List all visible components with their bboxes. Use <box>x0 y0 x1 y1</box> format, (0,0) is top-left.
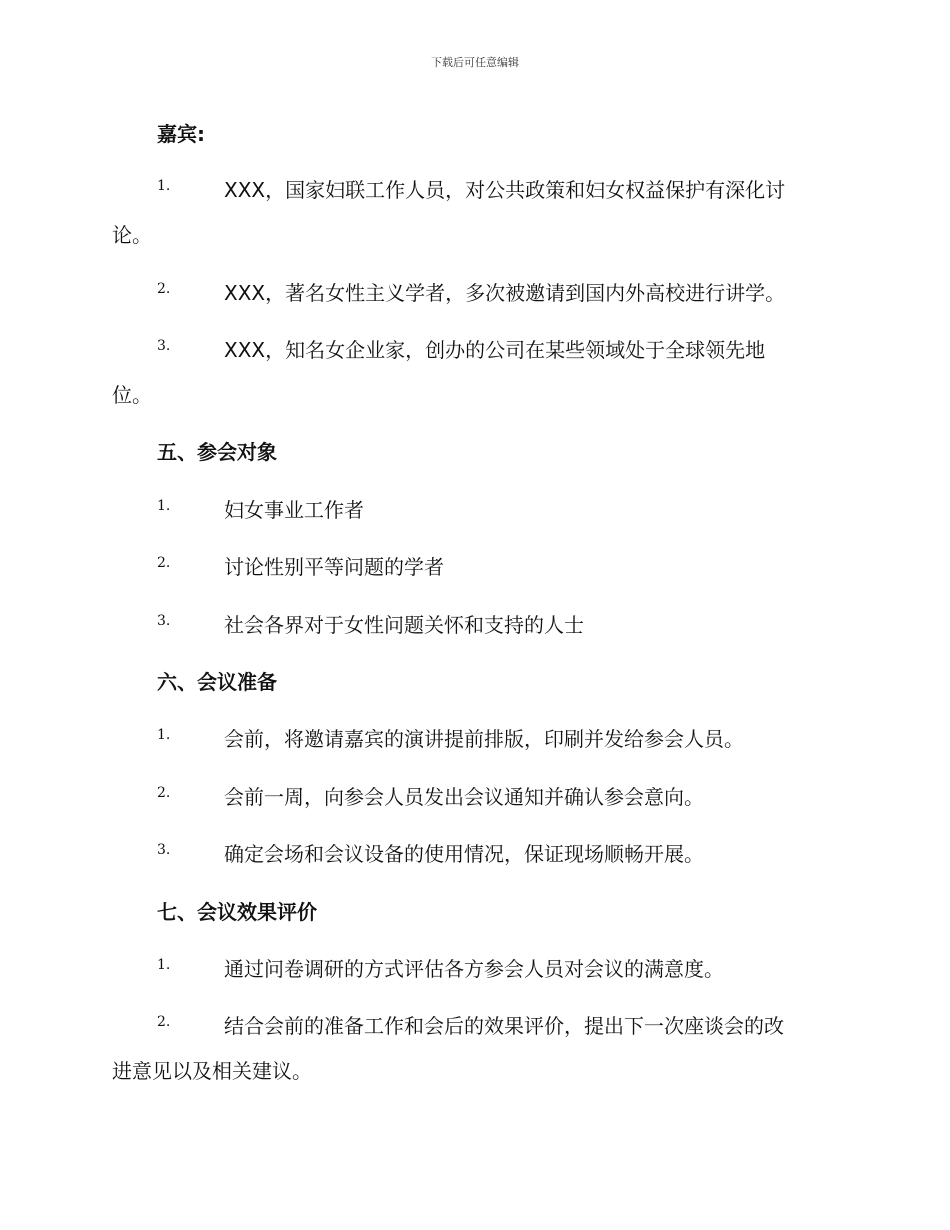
list-item-number: 1. <box>157 957 171 973</box>
list-item-number: 2. <box>157 785 171 801</box>
list-item-text: 通过问卷调研的方式评估各方参会人员对会议的满意度。 <box>224 957 724 981</box>
section-heading-attendees: 五、参会对象 <box>157 440 277 464</box>
section-heading-guests: 嘉宾: <box>157 122 205 146</box>
list-item-text: 会前一周，向参会人员发出会议通知并确认参会意向。 <box>224 785 704 809</box>
list-item-text: 讨论性别平等问题的学者 <box>224 555 444 579</box>
list-item-text-continued: 位。 <box>112 383 152 407</box>
list-item-number: 2. <box>157 555 171 571</box>
list-item-number: 1. <box>157 727 171 743</box>
list-item-text: 社会各界对于女性问题关怀和支持的人士 <box>224 613 584 637</box>
list-item-text-continued: 论。 <box>112 223 152 247</box>
list-item-text: 结合会前的准备工作和会后的效果评价，提出下一次座谈会的改 <box>224 1014 784 1038</box>
list-item-number: 1. <box>157 498 171 514</box>
list-item-number: 3. <box>157 842 171 858</box>
header-note: 下载后可任意编辑 <box>431 56 519 69</box>
list-item-number: 2. <box>157 281 171 297</box>
list-item-number: 3. <box>157 338 171 354</box>
list-item-text: XXX，著名女性主义学者，多次被邀请到国内外高校进行讲学。 <box>224 281 786 305</box>
list-item-text: 妇女事业工作者 <box>224 498 364 522</box>
list-item-text-continued: 进意见以及相关建议。 <box>112 1059 312 1083</box>
list-item-text: 确定会场和会议设备的使用情况，保证现场顺畅开展。 <box>224 842 704 866</box>
list-item-text: XXX，知名女企业家，创办的公司在某些领域处于全球领先地 <box>224 338 766 362</box>
section-heading-preparation: 六、会议准备 <box>157 670 277 694</box>
list-item-number: 2. <box>157 1014 171 1030</box>
list-item-number: 3. <box>157 613 171 629</box>
list-item-number: 1. <box>157 178 171 194</box>
section-heading-evaluation: 七、会议效果评价 <box>157 900 317 924</box>
list-item-text: 会前，将邀请嘉宾的演讲提前排版，印刷并发给参会人员。 <box>224 727 744 751</box>
list-item-text: XXX，国家妇联工作人员，对公共政策和妇女权益保护有深化讨 <box>224 178 786 202</box>
